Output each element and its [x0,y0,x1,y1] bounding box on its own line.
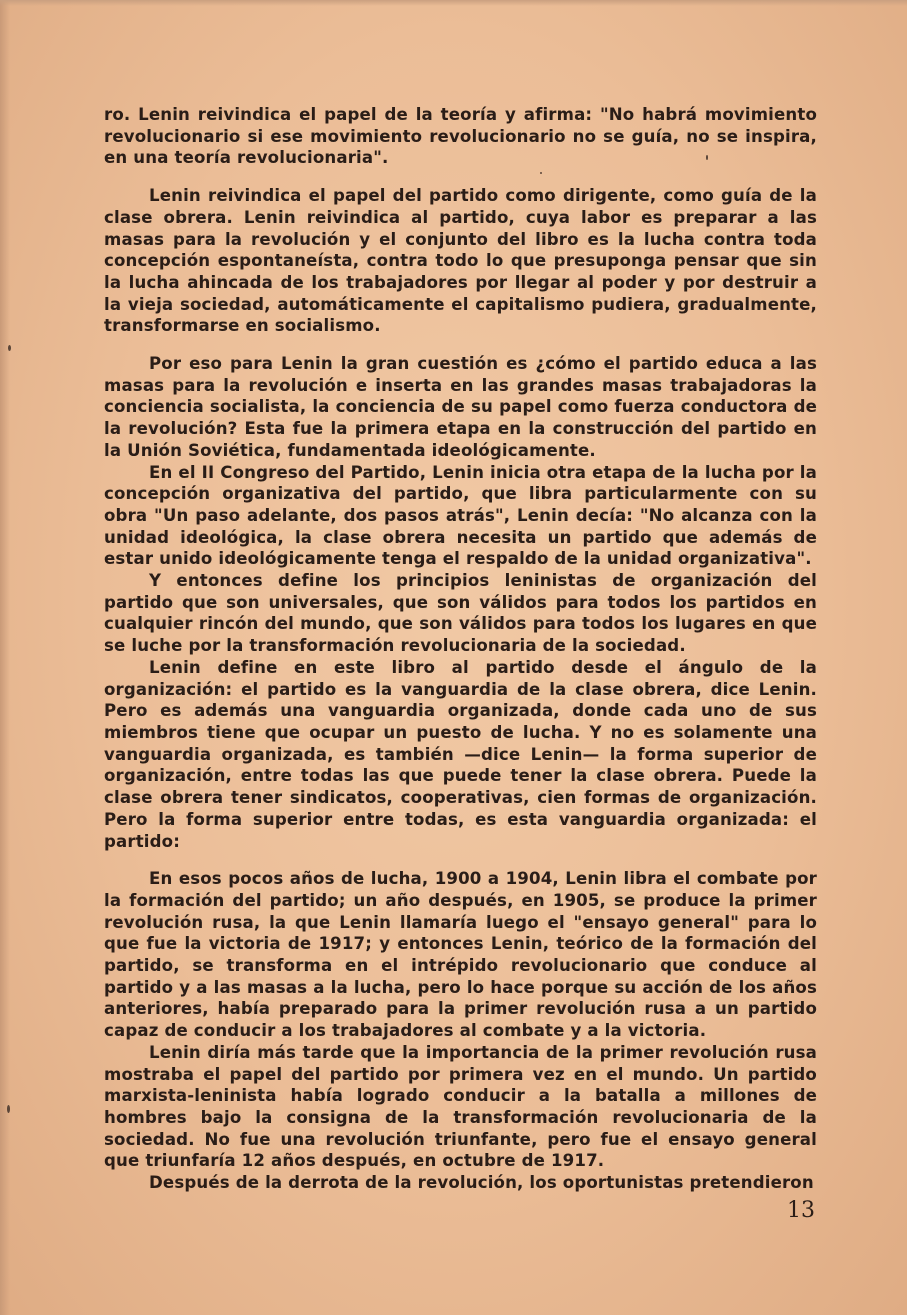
paragraph-8: Lenin diría más tarde que la importancia de la primer revolución rusa mostraba el papel del partido por primera vez en el mundo. Un partido marxista-leninista había logrado conducir a la batalla a millones de hombres bajo la consigna de la transformación revolucionaria de la sociedad. No fue una revolución triunfante, pero fue el ensayo general que triunfaría 12 años después, en octubre de 1917. [104,1042,817,1171]
paper-speck [540,172,542,174]
paragraph-6: Lenin define en este libro al partido desde el ángulo de la organización: el partido es la vanguardia de la clase obrera, dice Lenin. Pero es además una vanguardia organizada, donde cada uno de sus miembros tiene que ocupar un puesto de lucha. Y no es solamente una vanguardia organizada, es también —dice Lenin— la forma superior de organización, entre todas las que puede tener la clase obrera. Puede la clase obrera tener sindicatos, cooperativas, cien formas de organización. Pero la forma superior entre todas, es esta vanguardia organizada: el partido: [104,657,817,851]
paper-speck [8,345,11,351]
paragraph-7: En esos pocos años de lucha, 1900 a 1904, Lenin libra el combate por la formación del partido; un año después, en 1905, se produce la primer revolución rusa, la que Lenin llamaría luego el "ensayo general" para lo que fue la victoria de 1917; y entonces Lenin, teórico de la formación del partido, se transforma en el intrépido revolucionario que conduce al partido y a las masas a la lucha, pero lo hace porque su acción de los años anteriores, había preparado para la primer revolución rusa a un partido capaz de conducir a los trabajadores al combate y a la victoria. [104,869,817,1041]
paragraph-2: Lenin reivindica el papel del partido como dirigente, como guía de la clase obrera. Lenin reivindica al partido, cuya labor es preparar a las masas para la revolución y el conjunto del libro es la lucha contra toda concepción espontaneísta, contra todo lo que presuponga pensar que sin la lucha ahincada de los trabajadores por llegar al poder y por destruir a la vieja sociedad, automáticamente el capitalismo pudiera, gradualmente, transformarse en socialismo. [104,186,817,336]
paper-speck [706,155,708,160]
paragraph-5: Y entonces define los principios leninistas de organización del partido que son universales, que son válidos para todos los partidos en cualquier rincón del mundo, que son válidos para todos los lugares en que se luche por la transformación revolucionaria de la sociedad. [104,571,817,656]
page-left-edge-shadow [0,0,10,1315]
paragraph-3: Por eso para Lenin la gran cuestión es ¿cómo el partido educa a las masas para la revolución e inserta en las grandes masas trabajadoras la conciencia socialista, la conciencia de su papel como fuerza conductora de la revolución? Esta fue la primera etapa en la construcción del partido en la Unión Soviética, fundamentada ideológicamente. [104,354,817,460]
paragraph-9: Después de la derrota de la revolución, los oportunistas pretendieron [149,1173,814,1193]
paragraph-1: ro. Lenin reivindica el papel de la teoría y afirma: "No habrá movimiento revolucionario si ese movimiento revolucionario no se guía, no se inspira, en una teoría revolucionaria". [104,105,817,168]
paragraph-4: En el II Congreso del Partido, Lenin inicia otra etapa de la lucha por la concepción organizativa del partido, que libra particularmente con su obra "Un paso adelante, dos pasos atrás", Lenin decía: "No alcanza con la unidad ideológica, la clase obrera necesita un partido que además de estar unido ideológicamente tenga el respaldo de la unidad organizativa". [104,462,817,569]
page-top-edge-shadow [0,0,907,6]
body-text [104,104,817,1194]
page-number: 13 [787,1198,815,1223]
paper-speck [7,1105,10,1113]
